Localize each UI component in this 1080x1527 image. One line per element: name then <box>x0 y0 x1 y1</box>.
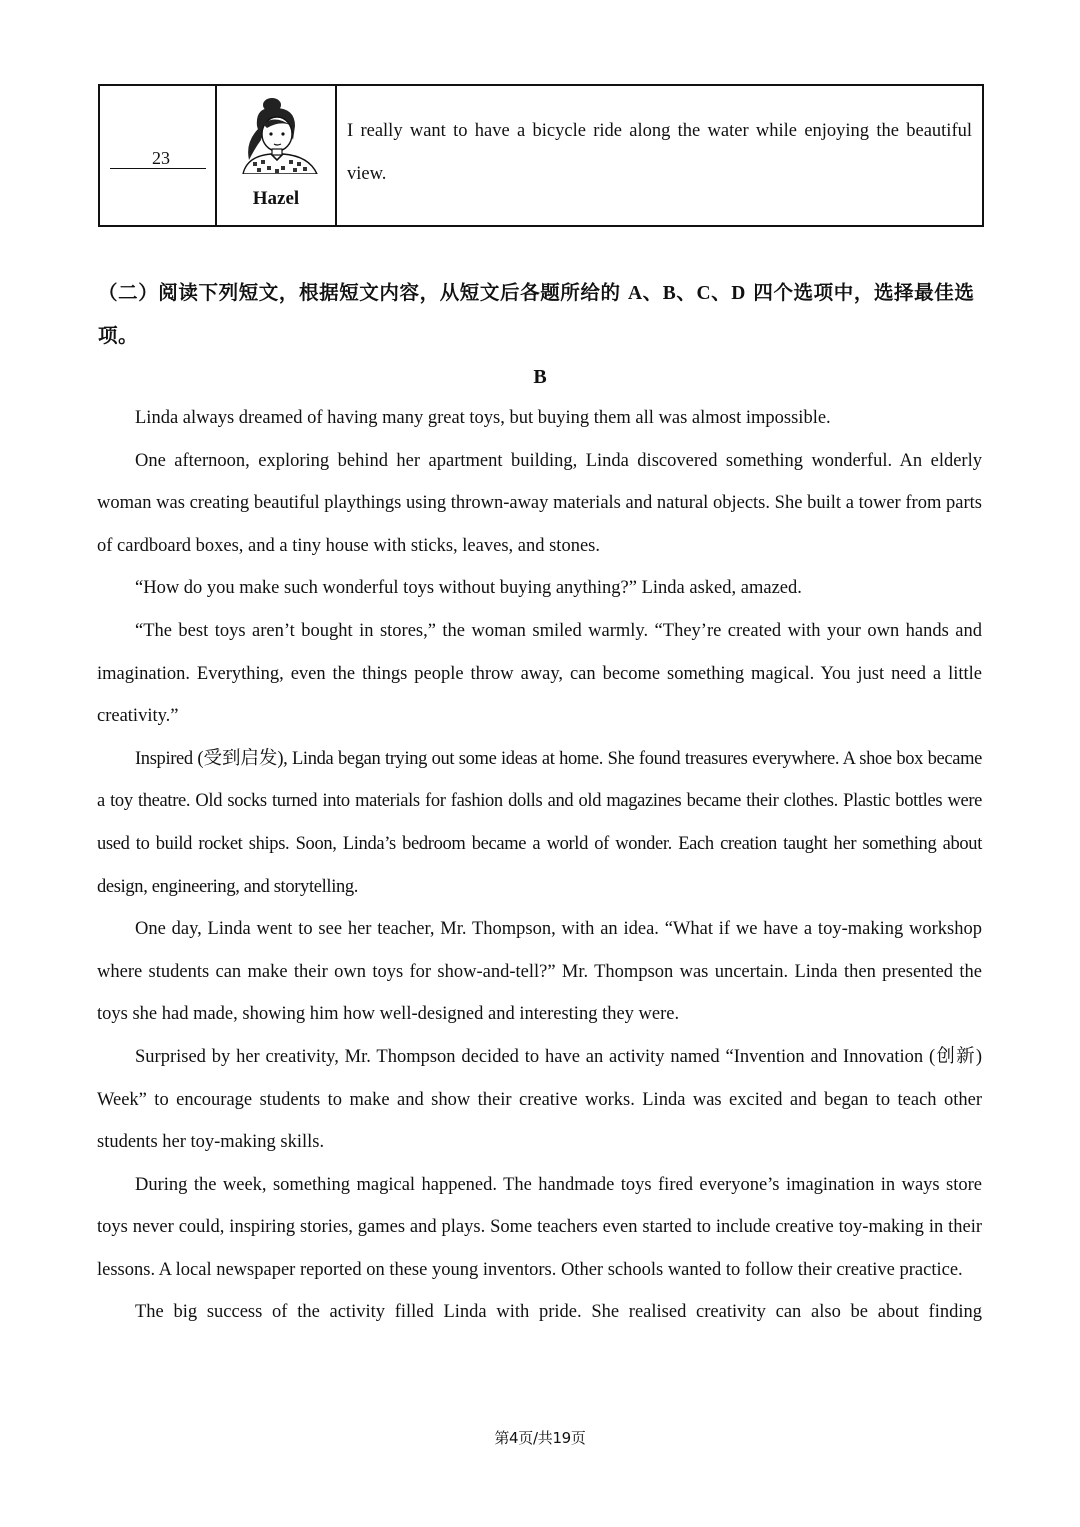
instructions-text-1: （二）阅读下列短文，根据短文内容，从短文后各题所给的 <box>98 281 628 304</box>
paragraph: “The best toys aren’t bought in stores,” the woman smiled warmly. “They’re created with your own hands and imagination. Everything, even the things people throw away, can become something magical. You just need a little creativity.” <box>97 620 982 727</box>
answer-blank-cell <box>100 86 217 225</box>
paragraph: During the week, something magical happened. The handmade toys fired everyone’s imagination in ways store toys never could, inspiring stories, games and plays. Some teachers even started to include creative toy-making in their lessons. A local newspaper reported on these young inventors. Other schools wanted to follow their creative practice. <box>97 1174 982 1280</box>
paragraph: Surprised by her creativity, Mr. Thompson decided to have an activity named “Invention and Innovation (创新) Week” to encourage students to make and show their creative works. Linda was excited and began to teach other students her toy-making skills. <box>97 1046 982 1153</box>
passage-heading: B <box>533 366 547 388</box>
paragraph: “How do you make such wonderful toys without buying anything?” Linda asked, amazed. <box>135 578 802 599</box>
paragraph: Inspired (受到启发), Linda began trying out some ideas at home. She found treasures everywhere. A shoe box became a toy theatre. Old socks turned into materials for fashion dolls and old magazines became their clothes. Plastic bottles were used to build rocket ships. Soon, Linda’s bedroom became a world of wonder. Each creation taught her something about design, engineering, and storytelling. <box>97 748 982 897</box>
paragraph: One afternoon, exploring behind her apartment building, Linda discovered something wonderful. An elderly woman was creating beautiful playthings using thrown-away materials and natural objects. She built a tower from parts of cardboard boxes, and a tiny house with sticks, leaves, and stones. <box>97 450 982 556</box>
instructions-text-2: 四个选项中，选择最佳选项。 <box>98 281 975 347</box>
answer-blank[interactable]: 23 <box>110 148 206 169</box>
question-table-row <box>98 84 984 227</box>
paragraph: The big success of the activity filled Linda with pride. She realised creativity can also be about finding <box>135 1302 982 1323</box>
passage-body <box>97 397 982 1334</box>
person-cell <box>217 86 337 225</box>
page-number: 第4页/共19页 <box>494 1429 586 1447</box>
paragraph: Linda always dreamed of having many great toys, but buying them all was almost impossible. <box>135 408 831 428</box>
section-instructions <box>98 272 982 357</box>
paragraph: One day, Linda went to see her teacher, Mr. Thompson, with an idea. “What if we have a toy-making workshop where students can make their own toys for show-and-tell?” Mr. Thompson was uncertain. Linda then presented the toys she had made, showing him how well-designed and interesting they were. <box>97 919 982 1025</box>
person-name: Hazel <box>252 188 300 209</box>
person-quote: I really want to have a bicycle ride along the water while enjoying the beautiful view. <box>347 121 972 184</box>
girl-portrait-icon <box>237 96 323 174</box>
instructions-options: A、B、C、D <box>628 283 746 304</box>
